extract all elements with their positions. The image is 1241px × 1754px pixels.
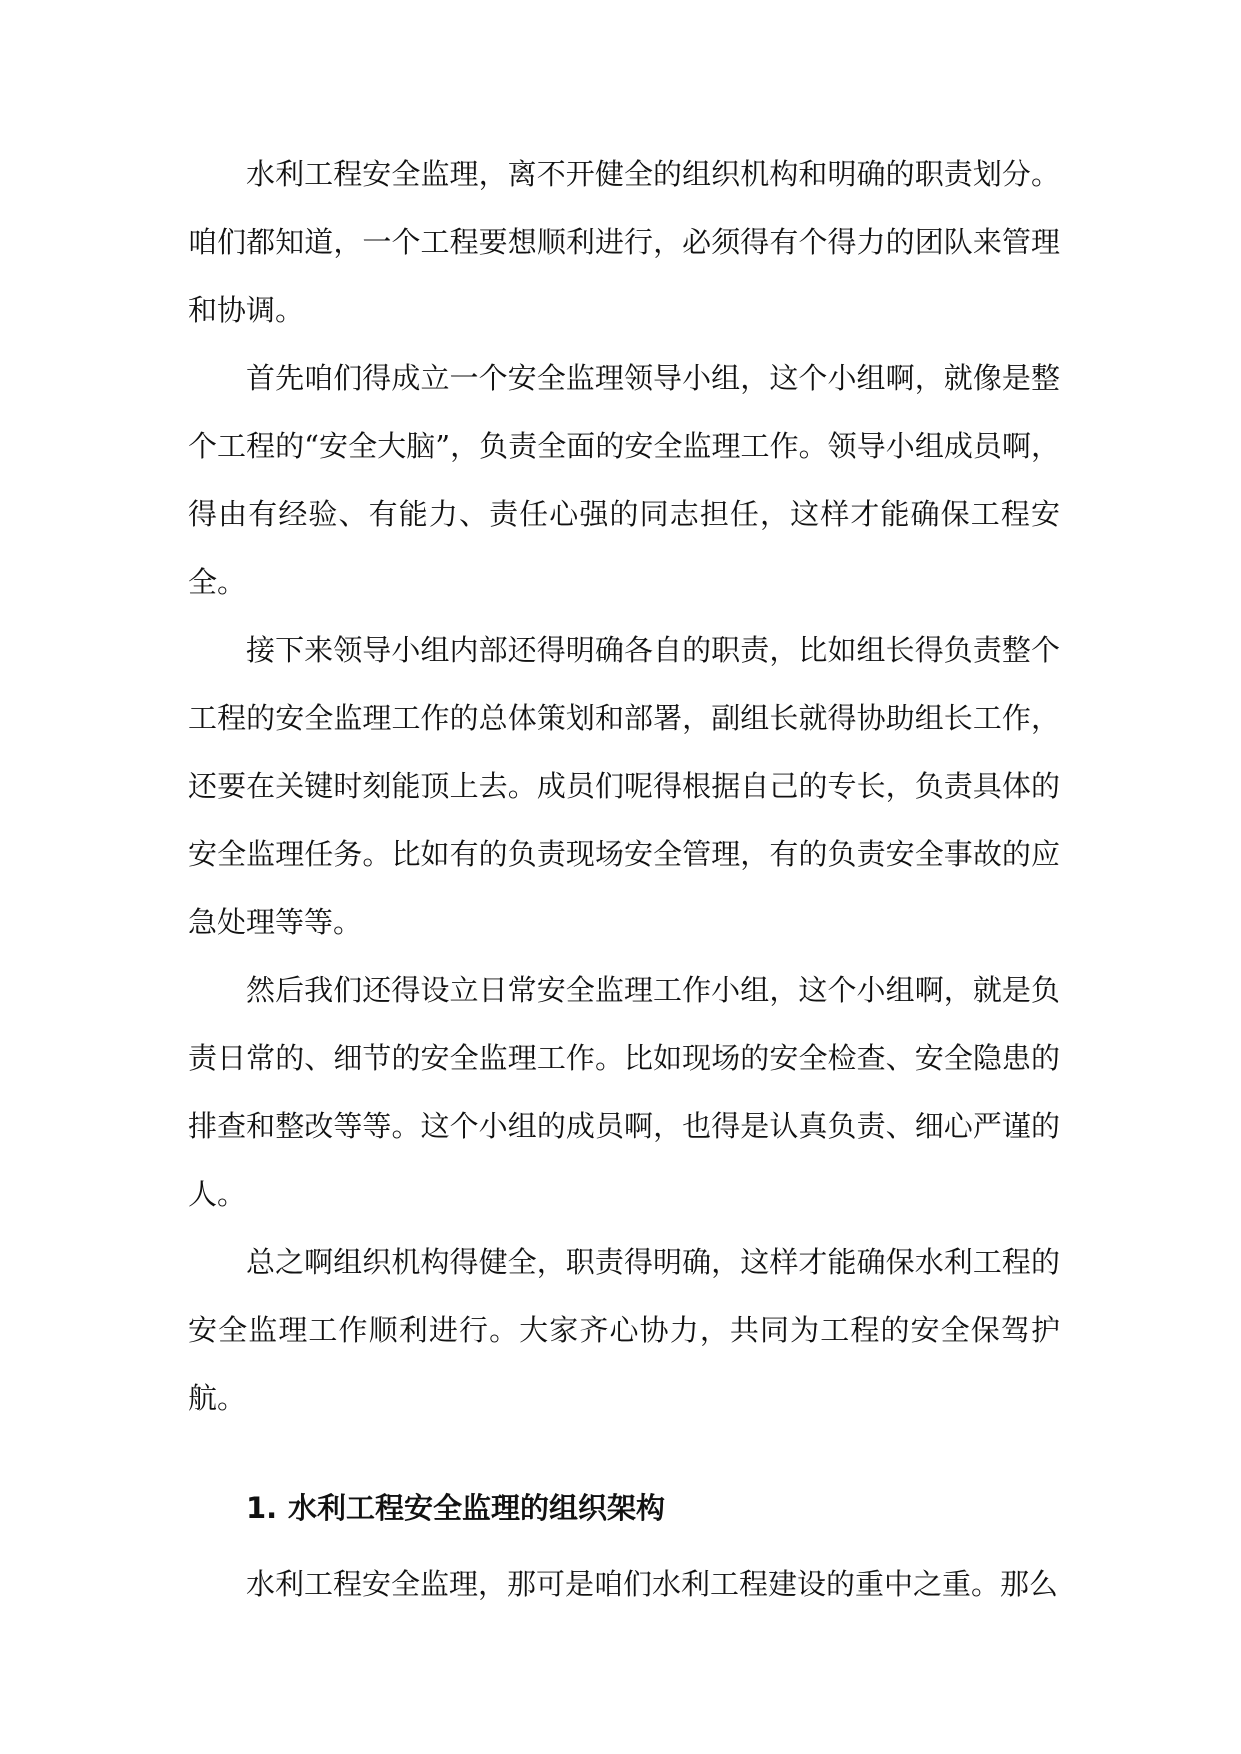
section-heading xyxy=(188,1474,1060,1542)
paragraph-after-heading: 水利工程安全监理，那可是咱们水利工程建设的重中之重。那么 xyxy=(246,1567,1059,1601)
document-page xyxy=(188,140,1060,1618)
paragraph-5: 总之啊组织机构得健全，职责得明确，这样才能确保水利工程的安全监理工作顺利进行。大家齐心协力，共同为工程的安全保驾护航。 xyxy=(188,1245,1060,1415)
paragraph-4: 然后我们还得设立日常安全监理工作小组，这个小组啊，就是负责日常的、细节的安全监理工作。比如现场的安全检查、安全隐患的排查和整改等等。这个小组的成员啊，也得是认真负责、细心严谨的人。 xyxy=(188,973,1060,1211)
paragraph-1: 水利工程安全监理，离不开健全的组织机构和明确的职责划分。咱们都知道，一个工程要想顺利进行，必须得有个得力的团队来管理和协调。 xyxy=(188,157,1060,327)
paragraph-3: 接下来领导小组内部还得明确各自的职责，比如组长得负责整个工程的安全监理工作的总体策划和部署，副组长就得协助组长工作，还要在关键时刻能顶上去。成员们呢得根据自己的专长，负责具体的安全监理任务。比如有的负责现场安全管理，有的负责安全事故的应急处理等等。 xyxy=(188,633,1060,939)
paragraph-2: 首先咱们得成立一个安全监理领导小组，这个小组啊，就像是整个工程的“安全大脑”，负责全面的安全监理工作。领导小组成员啊，得由有经验、有能力、责任心强的同志担任，这样才能确保工程安全。 xyxy=(188,361,1060,599)
section-title: 水利工程安全监理的组织架构 xyxy=(288,1491,666,1525)
section-number: 1. xyxy=(246,1491,278,1525)
